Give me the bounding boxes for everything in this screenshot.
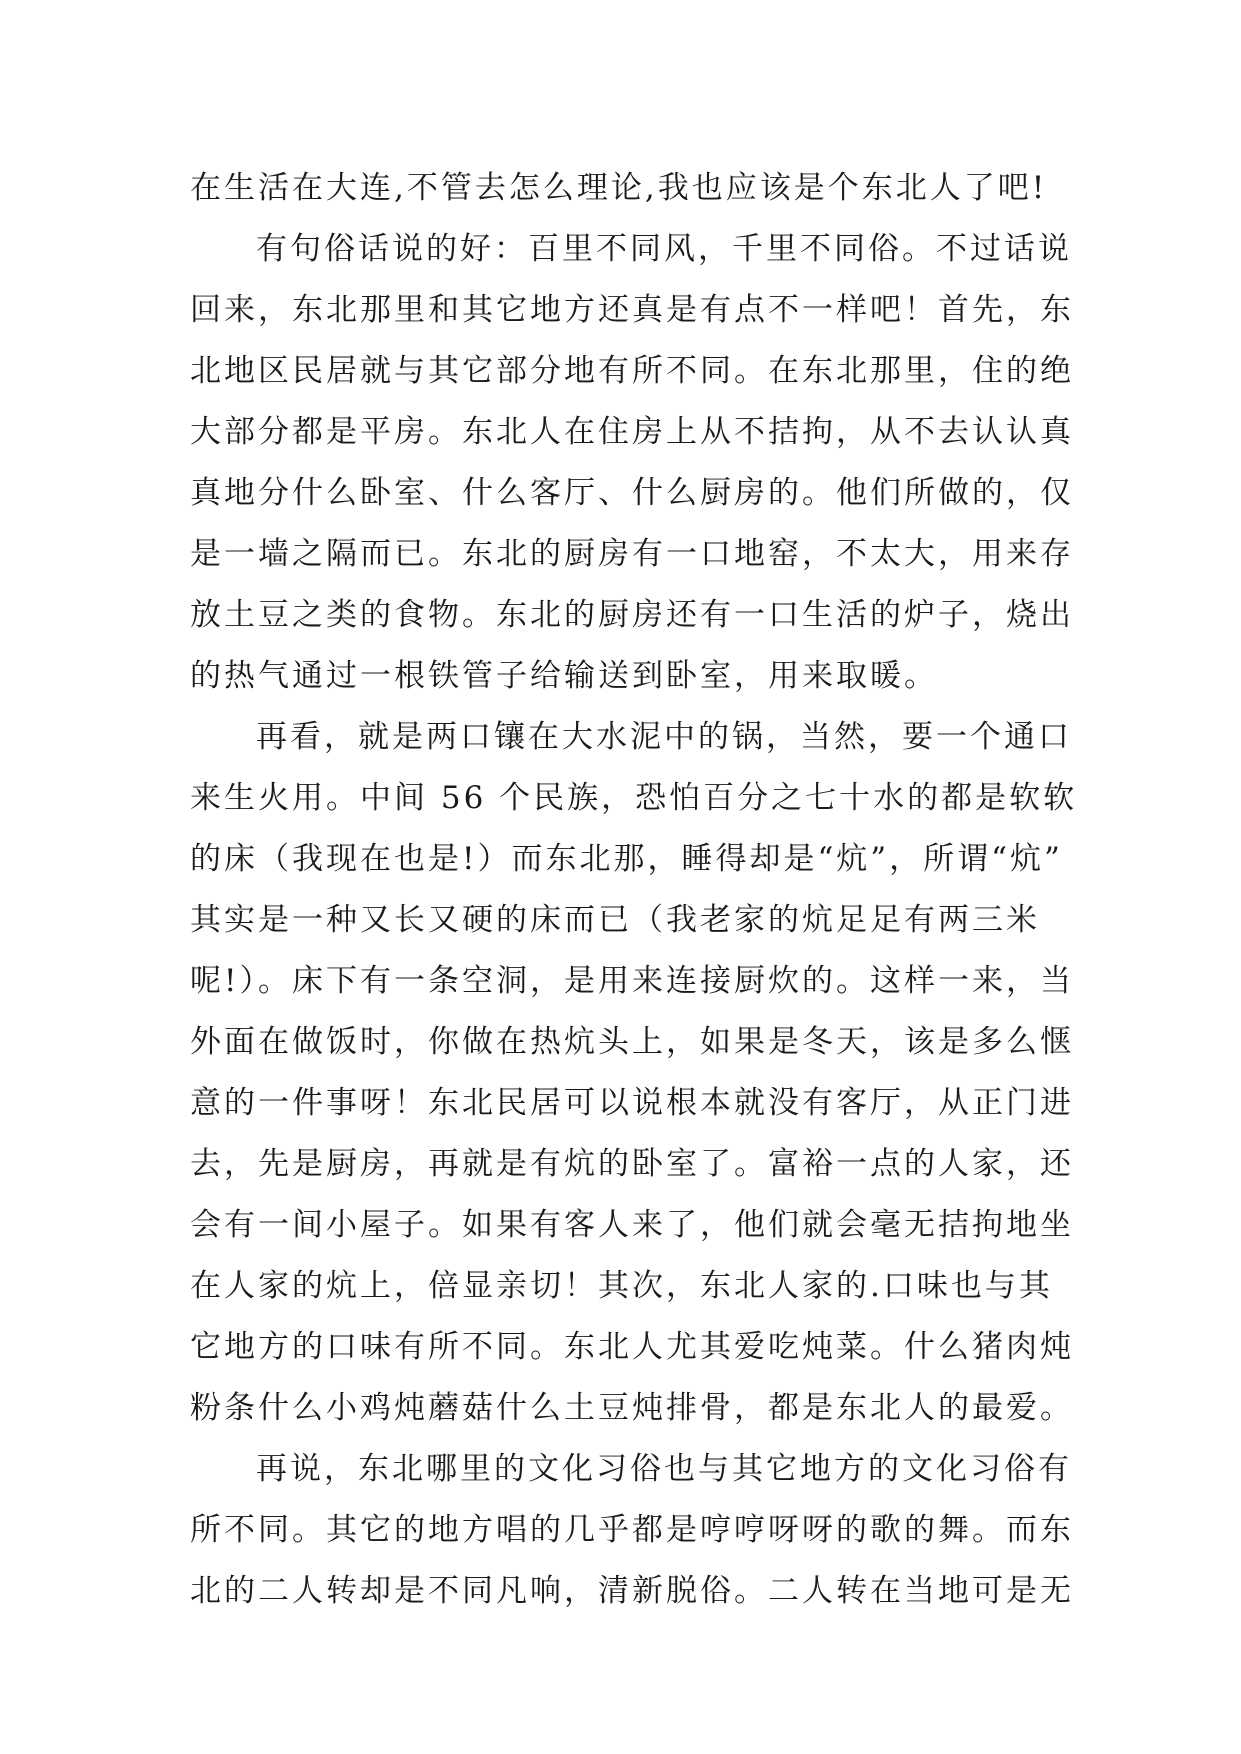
text-line: 大部分都是平房。东北人在住房上从不拮拘，从不去认认真	[190, 414, 1074, 450]
text-line: 北的二人转却是不同凡响，清新脱俗。二人转在当地可是无	[190, 1573, 1074, 1609]
text-line: 北地区民居就与其它部分地有所不同。在东北那里，住的绝	[190, 353, 1074, 389]
paragraph-first-line: 再说，东北哪里的文化习俗也与其它地方的文化习俗有	[256, 1451, 1072, 1487]
text-line: 意的一件事呀！东北民居可以说根本就没有客厅，从正门进	[190, 1085, 1074, 1121]
text-line: 在生活在大连,不管去怎么理论,我也应该是个东北人了吧!	[190, 170, 1048, 206]
text-line: 是一墙之隔而已。东北的厨房有一口地窑，不太大，用来存	[190, 536, 1074, 572]
text-line: 粉条什么小鸡炖蘑菇什么土豆炖排骨，都是东北人的最爱。	[190, 1390, 1074, 1426]
text-line: 呢!）。床下有一条空洞，是用来连接厨炊的。这样一来，当	[190, 963, 1074, 999]
text-line: 会有一间小屋子。如果有客人来了，他们就会毫无拮拘地坐	[190, 1207, 1074, 1243]
text-line: 回来，东北那里和其它地方还真是有点不一样吧！首先，东	[190, 292, 1074, 328]
text-line: 所不同。其它的地方唱的几乎都是哼哼呀呀的歌的舞。而东	[190, 1512, 1074, 1548]
text-line: 的床（我现在也是!）而东北那，睡得却是“炕”，所谓“炕”	[190, 841, 1063, 877]
text-line: 其实是一种又长又硬的床而已（我老家的炕足足有两三米	[190, 902, 1040, 938]
text-line: 去，先是厨房，再就是有炕的卧室了。富裕一点的人家，还	[190, 1146, 1074, 1182]
paragraph-first-line: 有句俗话说的好：百里不同风，千里不同俗。不过话说	[256, 231, 1072, 267]
paragraph-first-line: 再看，就是两口镶在大水泥中的锅，当然，要一个通口	[256, 719, 1072, 755]
text-line: 放土豆之类的食物。东北的厨房还有一口生活的炉子，烧出	[190, 597, 1074, 633]
text-line: 在人家的炕上，倍显亲切！其次，东北人家的.口味也与其	[190, 1268, 1053, 1304]
text-line: 真地分什么卧室、什么客厅、什么厨房的。他们所做的，仅	[190, 475, 1074, 511]
text-line: 外面在做饭时，你做在热炕头上，如果是冬天，该是多么惬	[190, 1024, 1074, 1060]
text-line: 来生火用。中间 56 个民族，恐怕百分之七十水的都是软软	[190, 780, 1078, 816]
text-line: 的热气通过一根铁管子给输送到卧室，用来取暖。	[190, 658, 938, 694]
document-body	[190, 158, 1078, 1622]
text-line: 它地方的口味有所不同。东北人尤其爱吃炖菜。什么猪肉炖	[190, 1329, 1074, 1365]
